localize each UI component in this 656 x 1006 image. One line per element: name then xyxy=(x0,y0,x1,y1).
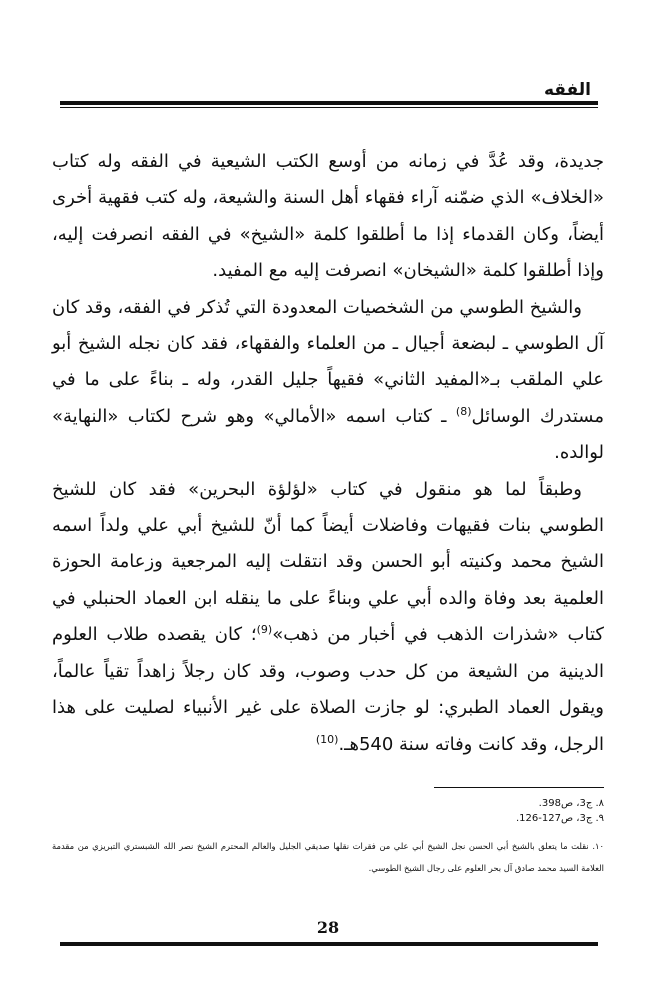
footnote-10: ١٠. نقلت ما يتعلق بالشيخ أبي الحسن نجل الشيخ أبي علي من فقرات نقلها صديقي الجليل والعالم المحترم الشيخ نصر الله الشبستري التبريزي من مقدمة العلامة السيد محمد صادق آل بحر العلوم على رجال الشيخ الطوسي. xyxy=(52,841,604,873)
paragraph-2-text-b: ـ كتاب اسمه «الأمالي» وهو شرح لكتاب «النهاية» لوالده. xyxy=(52,405,604,464)
paragraph-3 xyxy=(52,472,604,763)
paragraph-3-text-a: وطبقاً لما هو منقول في كتاب «لؤلؤة البحرين» فقد كان للشيخ الطوسي بنات فقيهات وفاضلات أيضاً كما أنّ للشيخ أبي علي ولداً اسمه الشيخ محمد وكنيته أبو الحسن وقد انتقلت إليه المرجعية وزعامة الحوزة العلمية بعد وفاة والده أبي علي وبناءً على ما ينقله ابن العماد الحنبلي في كتاب «شذرات الذهب في أخبار من ذهب» xyxy=(52,478,604,646)
paragraph-1: جديدة، وقد عُدَّ في زمانه من أوسع الكتب الشيعية في الفقه وله كتاب «الخلاف» الذي ضمّنه آراء فقهاء أهل السنة والشيعة، وله كتب فقهية أخرى أيضاً، وكان القدماء إذا ما أطلقوا كلمة «الشيخ» في الفقه انصرفت إليه، وإذا أطلقوا كلمة «الشيخان» انصرفت إليه مع المفيد. xyxy=(52,151,604,282)
running-header-title: الفقه xyxy=(544,80,591,100)
header-rule xyxy=(60,101,598,105)
footnote-ref-9: (9) xyxy=(256,623,273,637)
paragraph-2-text-a: والشيخ الطوسي من الشخصيات المعدودة التي تُذكر في الفقه، وقد كان آل الطوسي ـ لبضعة أجيال ـ من العلماء والفقهاء، فقد كان نجله الشيخ أبو علي الملقب بـ«المفيد الثاني» فقيهاً جليل القدر، وله ـ بناءً على ما في مستدرك الوسائل xyxy=(52,296,605,427)
paragraph-2 xyxy=(52,290,604,472)
header-rule-thin xyxy=(60,107,598,108)
footnote-ref-8: (8) xyxy=(455,404,472,418)
footnote-ref-10: (10) xyxy=(315,732,339,746)
footnote-9: ٩. ج3، ص127-126. xyxy=(515,813,604,824)
footnote-8: ٨. ج3، ص398. xyxy=(538,798,604,809)
footnotes xyxy=(52,796,604,879)
main-text xyxy=(52,144,604,763)
footer-rule xyxy=(60,942,598,946)
footnote-separator xyxy=(434,787,604,788)
page-number: 28 xyxy=(316,918,340,937)
paragraph-3-text-b: ؛ كان يقصده طلاب العلوم الدينية من الشيعة من كل حدب وصوب، وقد كان رجلاً زاهداً تقياً عالماً، ويقول العماد الطبري: لو جازت الصلاة على غير الأنبياء لصليت على هذا الرجل، وقد كانت وفاته سنة 540هـ. xyxy=(52,624,604,755)
